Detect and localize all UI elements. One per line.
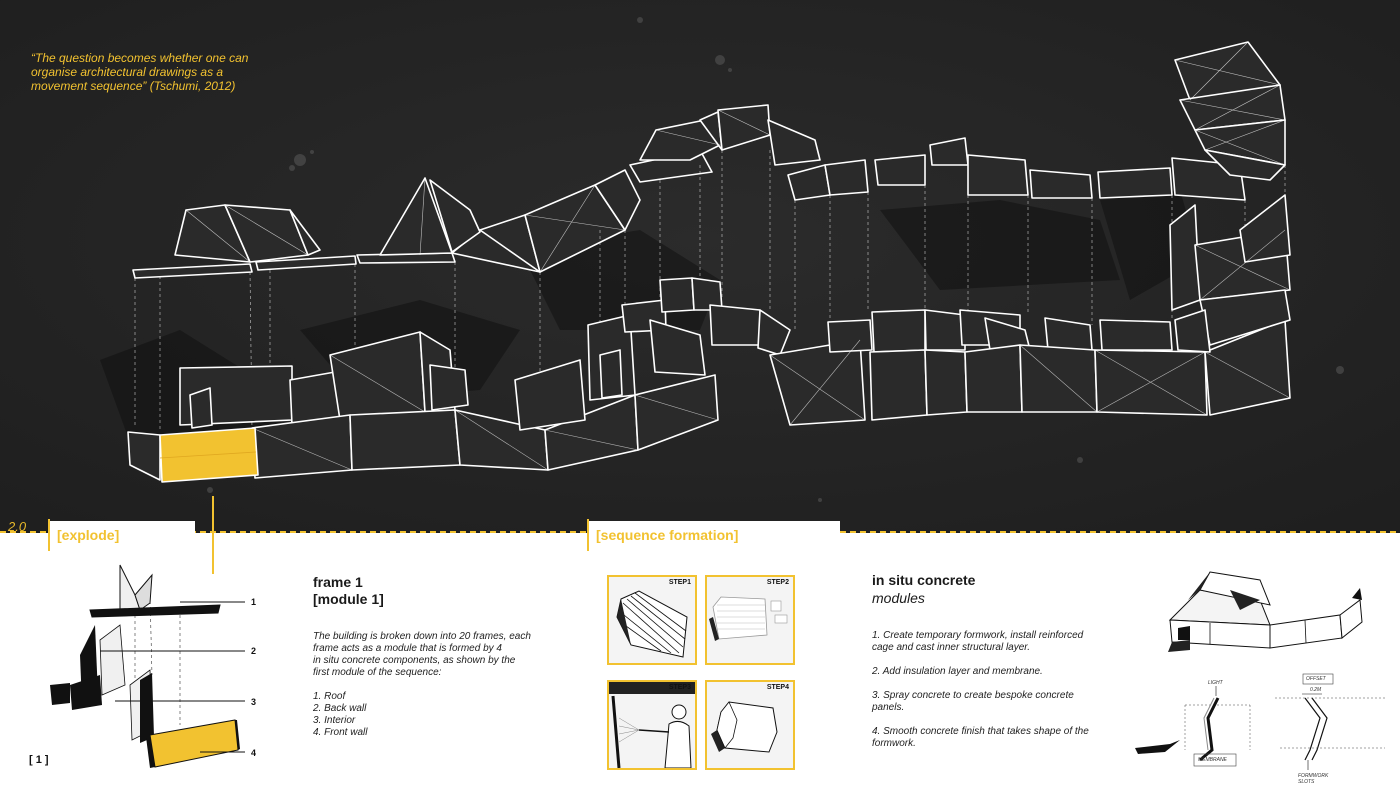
explode-label-2: 2 — [251, 646, 257, 656]
module-sketch — [1160, 560, 1370, 660]
section-sketches — [1130, 670, 1395, 795]
concrete-step-2: 2. Add insulation layer and membrane. — [872, 666, 1043, 677]
frame-item-front-wall: 4. Front wall — [313, 727, 368, 738]
step-3-panel — [607, 680, 697, 770]
step-2-label: STEP2 — [766, 579, 789, 586]
concrete-step-3-line-1: 3. Spray concrete to create bespoke concrete — [872, 690, 1074, 701]
figure-tag: [ 1 ] — [29, 754, 49, 766]
step-4-label: STEP4 — [766, 684, 789, 691]
sketch-label-offset: OFFSET — [1306, 676, 1326, 682]
concrete-step-4-line-2: formwork. — [872, 738, 916, 749]
frame-title — [313, 574, 384, 608]
frame-desc-line-2: frame acts as a module that is formed by 4 — [313, 643, 502, 654]
concrete-title: in situ concrete — [872, 572, 976, 588]
step-3-label: STEP3 — [668, 684, 691, 691]
sequence-title: [sequence formation] — [596, 527, 739, 543]
step-3-illustration — [609, 682, 695, 768]
step-1-panel — [607, 575, 697, 665]
concrete-heading — [872, 572, 975, 607]
quote-line-2: organise architectural drawings as a — [31, 65, 224, 79]
exploded-module-diagram — [40, 555, 270, 770]
quote-line-3: movement sequence” (Tschumi, 2012) — [31, 79, 236, 93]
sketch-label-formwork-line-1: FORMWORK — [1298, 773, 1329, 779]
frame-title-line-2: [module 1] — [313, 591, 384, 607]
sequence-accent-bar — [587, 519, 589, 551]
sketch-label-formwork — [1298, 773, 1328, 785]
step-2-illustration — [707, 577, 793, 663]
step-2-panel — [705, 575, 795, 665]
concrete-step-1-line-2: cage and cast inner structural layer. — [872, 642, 1031, 653]
step-1-illustration — [609, 577, 695, 663]
step-4-panel — [705, 680, 795, 770]
frame-title-line-1: frame 1 — [313, 574, 363, 590]
tschumi-quote — [31, 51, 271, 93]
explode-label-4: 4 — [251, 748, 257, 758]
concrete-subtitle: modules — [872, 590, 925, 606]
sketch-label-membrane: MEMBRANE — [1198, 757, 1227, 763]
explode-title: [explode] — [57, 527, 120, 543]
frame-item-back-wall: 2. Back wall — [313, 703, 367, 714]
concrete-step-3-line-2: panels. — [872, 702, 905, 713]
quote-line-1: “The question becomes whether one can — [31, 51, 249, 65]
frame-desc-line-3: in situ concrete components, as shown by the — [313, 655, 516, 666]
concrete-steps — [872, 630, 1112, 750]
concrete-step-4-line-1: 4. Smooth concrete finish that takes shape of the — [872, 726, 1089, 737]
frame-item-roof: 1. Roof — [313, 691, 346, 702]
explode-label-3: 3 — [251, 697, 257, 707]
explode-label-1: 1 — [251, 597, 257, 607]
frame-item-interior: 3. Interior — [313, 715, 356, 726]
frame-desc-line-4: first module of the sequence: — [313, 667, 442, 678]
explode-accent-bar — [48, 519, 50, 551]
section-number: 2.0 — [8, 519, 27, 534]
frame-description — [313, 631, 563, 739]
step-4-illustration — [707, 682, 793, 768]
concrete-step-1-line-1: 1. Create temporary formwork, install reinforced — [872, 630, 1084, 641]
step-1-label: STEP1 — [668, 579, 691, 586]
sketch-label-light: LIGHT — [1208, 680, 1223, 686]
sketch-label-formwork-line-2: SLOTS — [1298, 779, 1315, 785]
sketch-label-offset-value: 0.2M — [1310, 687, 1322, 693]
frame-desc-line-1: The building is broken down into 20 frames, each — [313, 631, 531, 642]
